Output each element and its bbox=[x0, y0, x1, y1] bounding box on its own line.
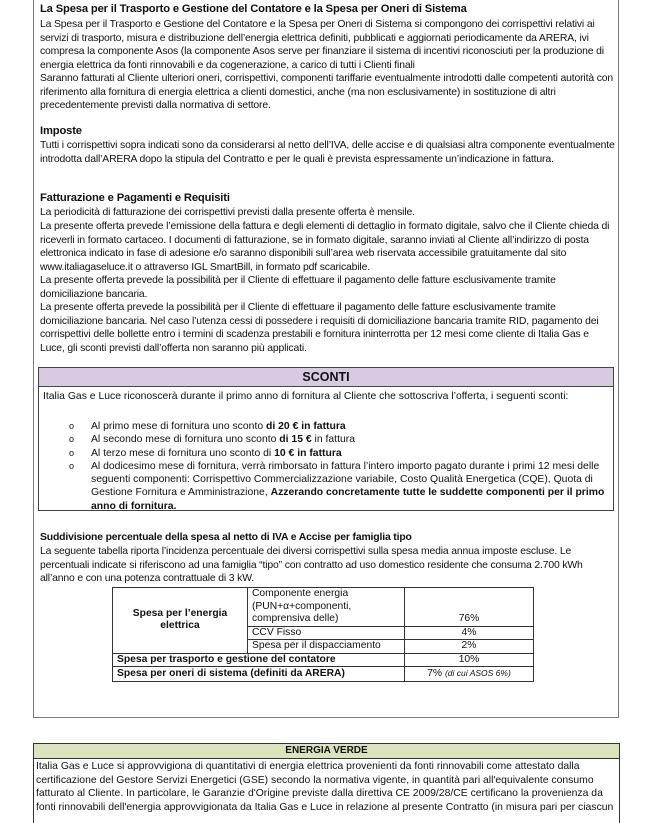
section-title-trasporto: La Spesa per il Trasporto e Gestione del Contatore e la Spesa per Oneri di Sistema bbox=[40, 3, 467, 15]
table-cell-value: 2% bbox=[405, 640, 534, 654]
sconti-box bbox=[38, 367, 614, 511]
table-cell-label: Spesa per trasporto e gestione del contatore bbox=[113, 653, 405, 667]
table-group-label: Spesa per l’energia elettrica bbox=[113, 588, 248, 654]
sconti-intro: Italia Gas e Luce riconoscerà durante il primo anno di fornitura al Cliente che sottoscriva l’offerta, i seguenti sconti: bbox=[43, 391, 569, 402]
energia-verde-box bbox=[33, 743, 620, 823]
paragraph-suddivisione: La seguente tabella riporta l’incidenza percentuale dei diversi corrispettivi sulla spesa media annua imposte escluse. Le percentuali indicate si riferiscono ad una famiglia “tipo” con contratto ad uso domestico residente che consuma 2.700 kWh all’anno e con una potenza contrattuale di 3 kW. bbox=[40, 546, 583, 584]
bullet-icon: o bbox=[69, 460, 75, 471]
sconti-item: o Al dodicesimo mese di fornitura, verrà rimborsato in fattura l’intero importo pagato durante i primi 12 mesi delle seguenti componenti: Corrispettivo Commercializzazione variabile, Costo Qualità Energetica (CQE), Quota di Gestione Fornitura e Amministrazione, Azzerando concretamente tutte le suddette componenti per il primo anno di fornitura. bbox=[69, 460, 605, 512]
spesa-table bbox=[112, 587, 534, 682]
paragraph-fatturazione-1: La periodicità di fatturazione dei corrispettivi previsti dalla presente offerta è mensile. bbox=[40, 207, 415, 218]
section-title-imposte: Imposte bbox=[40, 125, 82, 137]
paragraph-trasporto-2: Saranno fatturati al Cliente ulteriori oneri, corrispettivi, componenti tariffarie eventualmente introdotti dalle competenti autorità con riferimento alla fornitura di energia elettrica a clienti domestici, anche (ma non esclusivamente) in sostituzione di altri precedentemente previsti dalla normativa di settore. bbox=[40, 73, 613, 111]
paragraph-fatturazione-4: La presente offerta prevede la possibilità per il Cliente di effettuare il pagamento delle fatture esclusivamente tramite domiciliazione bancaria. Nel caso l’utenza cessi di possedere i requisiti di domiciliazione bancaria tramite RID, pagamento dei corrispettivi delle bollette entro i termini di scadenza prestabili e fornitura ininterrotta per 12 mesi come cliente di Italia Gas e Luce, gli sconti previsti dall’offerta non saranno più applicati. bbox=[40, 302, 599, 354]
paragraph-imposte: Tutti i corrispettivi sopra indicati sono da considerarsi al netto dell’IVA, delle accise e di qualsiasi altra componente eventualmente introdotta dall’ARERA dopo la stipula del Contratto e per le quali è prevista espressamente un’indicazione in fattura. bbox=[40, 140, 615, 165]
energia-verde-header: ENERGIA VERDE bbox=[34, 744, 619, 759]
table-cell-label: Spesa per il dispacciamento bbox=[248, 640, 405, 654]
table-cell-label: CCV Fisso bbox=[248, 626, 405, 640]
sconti-item: o Al secondo mese di fornitura uno sconto di 15 € in fattura bbox=[69, 434, 355, 446]
section-title-suddivisione: Suddivisione percentuale della spesa al netto di IVA e Accise per famiglia tipo bbox=[40, 532, 412, 543]
table-cell-label: Spesa per oneri di sistema (definiti da ARERA) bbox=[113, 667, 405, 682]
sconti-list bbox=[39, 420, 609, 513]
bullet-icon: o bbox=[69, 434, 75, 445]
bullet-icon: o bbox=[69, 447, 75, 458]
paragraph-fatturazione-2: La presente offerta prevede l’emissione della fattura e degli elementi di dettaglio in formato digitale, salvo che il Cliente chieda di riceverli in formato cartaceo. I documenti di fatturazione, se in formato digitale, saranno inviati al Cliente all’indirizzo di posta elettronica indicato in fase di adesione e/o saranno disponibili sull’area web riservata accessibile gratuitamente dal sito www.italiagaseluce.it o attraverso IGL SmartBill, in formato pdf scaricabile. bbox=[40, 221, 610, 273]
table-cell-value: 76% bbox=[405, 588, 534, 627]
energia-verde-text: Italia Gas e Luce si approvvigiona di quantitativi di energia elettrica provenienti da fonti rinnovabili come attestato dalla certificazione del Gestore Servizi Energetici (GSE) secondo la normativa vigente, in quantità pari all'equivalente consumo fatturato al Cliente. In particolare, le Garanzie d'Origine previste dalla direttiva CE 2009/28/CE certificano la provenienza da fonti rinnovabili dell'energia approvvigionata da Italia Gas e Luce in relazione al presente Contratto (in misura pari per ciascun bbox=[36, 761, 614, 813]
table-cell-value: 4% bbox=[405, 626, 534, 640]
table-row bbox=[113, 588, 534, 627]
bullet-icon: o bbox=[69, 421, 75, 431]
sconti-header: SCONTI bbox=[39, 368, 613, 387]
section-title-fatturazione: Fatturazione e Pagamenti e Requisiti bbox=[40, 192, 230, 204]
sconti-item: o Al primo mese di fornitura uno sconto di 20 € in fattura bbox=[69, 421, 346, 432]
table-cell-label: Componente energia (PUN+α+componenti, comprensiva delle) bbox=[248, 588, 405, 627]
table-cell-value: 10% bbox=[405, 653, 534, 667]
table-cell-value: 7% (di cui ASOS 6%) bbox=[405, 667, 534, 682]
sconti-item: o Al terzo mese di fornitura uno sconto di 10 € in fattura bbox=[69, 447, 342, 459]
paragraph-trasporto-1: La Spesa per il Trasporto e Gestione del Contatore e la Spesa per Oneri di Sistema si compongono dei corrispettivi relativi ai servizi di trasporto, misura e distribuzione dell’energia elettrica definiti, pubblicati e aggiornati periodicamente da ARERA, ivi compresa la componente Asos (la componente Asos serve per finanziare il sistema di incentivi riconosciuti per la produzione di energia elettrica da fonti rinnovabili e da cogenerazione, a carico di tutti i Clienti finali bbox=[40, 19, 604, 71]
table-row bbox=[113, 653, 534, 667]
paragraph-fatturazione-3: La presente offerta prevede la possibilità per il Cliente di effettuare il pagamento delle fatture esclusivamente tramite domiciliazione bancaria. bbox=[40, 275, 556, 300]
table-row bbox=[113, 667, 534, 682]
